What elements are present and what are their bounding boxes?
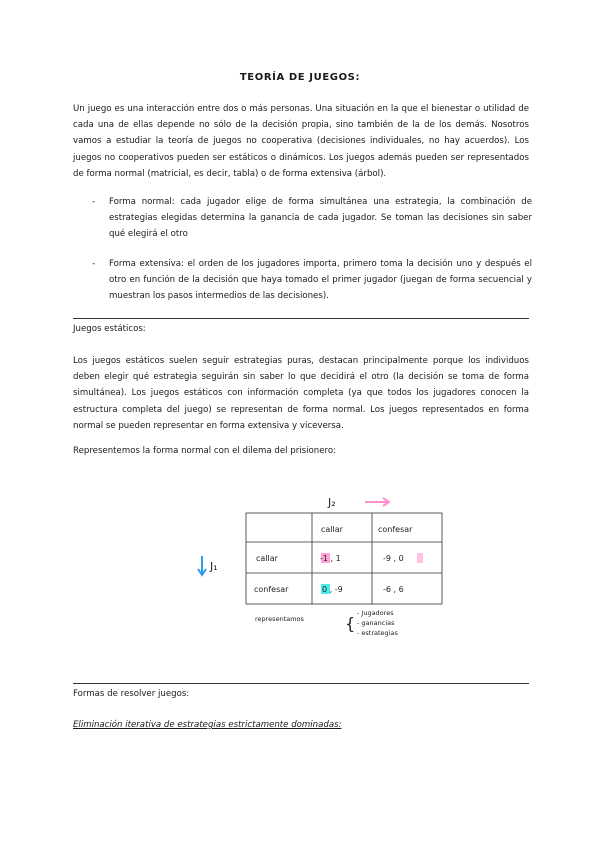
static-paragraph: Los juegos estáticos suelen seguir estrategias puras, destacan principalmente porque los individuos deben elegir qué estrategia seguirán sin saber lo que decidirá el otro (la decisión se toma de forma simultánea). Los juegos estáticos con información completa (ya que todos los jugadores conocen la estructura completa del juego) se representan de forma normal. Los juegos representados en forma normal se pueden representar en forma extensiva y viceversa.	[73, 356, 529, 431]
row-label-confesar: confesar	[254, 585, 289, 594]
note-label: representamos	[255, 615, 304, 623]
col-header-callar: callar	[321, 525, 343, 534]
prisoner-intro: Representemos la forma normal con el dilema del prisionero:	[73, 446, 336, 456]
row-label-callar: callar	[256, 554, 278, 563]
bullet-forma-normal	[92, 194, 532, 243]
note-item-jugadores: - Jugadores	[357, 609, 394, 617]
solve-subheading: Eliminación iterativa de estrategias estrictamente dominadas:	[73, 720, 342, 730]
solve-heading: Formas de resolver juegos:	[73, 689, 190, 699]
note-item-estrategias: - estrategias	[357, 629, 398, 637]
payoff-callar-callar: -1 , 1	[320, 554, 341, 563]
col-header-confesar: confesar	[378, 525, 413, 534]
note-item-ganancias: - ganancias	[357, 619, 395, 627]
page-title: TEORÍA DE JUEGOS:	[239, 72, 361, 83]
bullet-text: Forma normal: cada jugador elige de forma simultánea una estrategia, la combinación de estrategias elegidas determina la ganancia de cada jugador. Se toman las decisiones sin saber qué elegirá el otro	[109, 197, 532, 240]
note-brace: {	[345, 614, 356, 633]
highlight-pink-small	[417, 553, 423, 563]
bullet-forma-extensiva	[92, 256, 532, 305]
section-divider-2	[73, 683, 529, 684]
section-divider	[73, 318, 529, 319]
static-heading: Juegos estáticos:	[73, 324, 146, 334]
prisoner-dilemma-sketch	[190, 480, 460, 650]
payoff-callar-confesar: -9 , 0	[383, 554, 404, 563]
payoff-confesar-confesar: -6 , 6	[383, 585, 404, 594]
player2-label: J₂	[328, 496, 336, 509]
intro-paragraph: Un juego es una interacción entre dos o más personas. Una situación en la que el bienestar o utilidad de cada una de ellas depende no sólo de la decisión propia, sino también de la de los demás. Nosotros vamos a estudiar la teoría de juegos no cooperativa (decisiones individuales, no hay acuerdos). Los juegos no cooperativos pueden ser estáticos o dinámicos. Los juegos además pueden ser representados de forma normal (matricial, es decir, tabla) o de forma extensiva (árbol).	[73, 104, 529, 179]
bullet-dash: -	[92, 259, 96, 269]
bullet-text: Forma extensiva: el orden de los jugadores importa, primero toma la decisión uno y después el otro en función de la decisión que haya tomado el primer jugador (juegan de forma secuencial y muestran los pasos intermedios de las decisiones).	[109, 259, 532, 302]
payoff-confesar-callar: 0 , -9	[322, 585, 343, 594]
player1-label: J₁	[210, 560, 218, 573]
bullet-dash: -	[92, 197, 96, 207]
